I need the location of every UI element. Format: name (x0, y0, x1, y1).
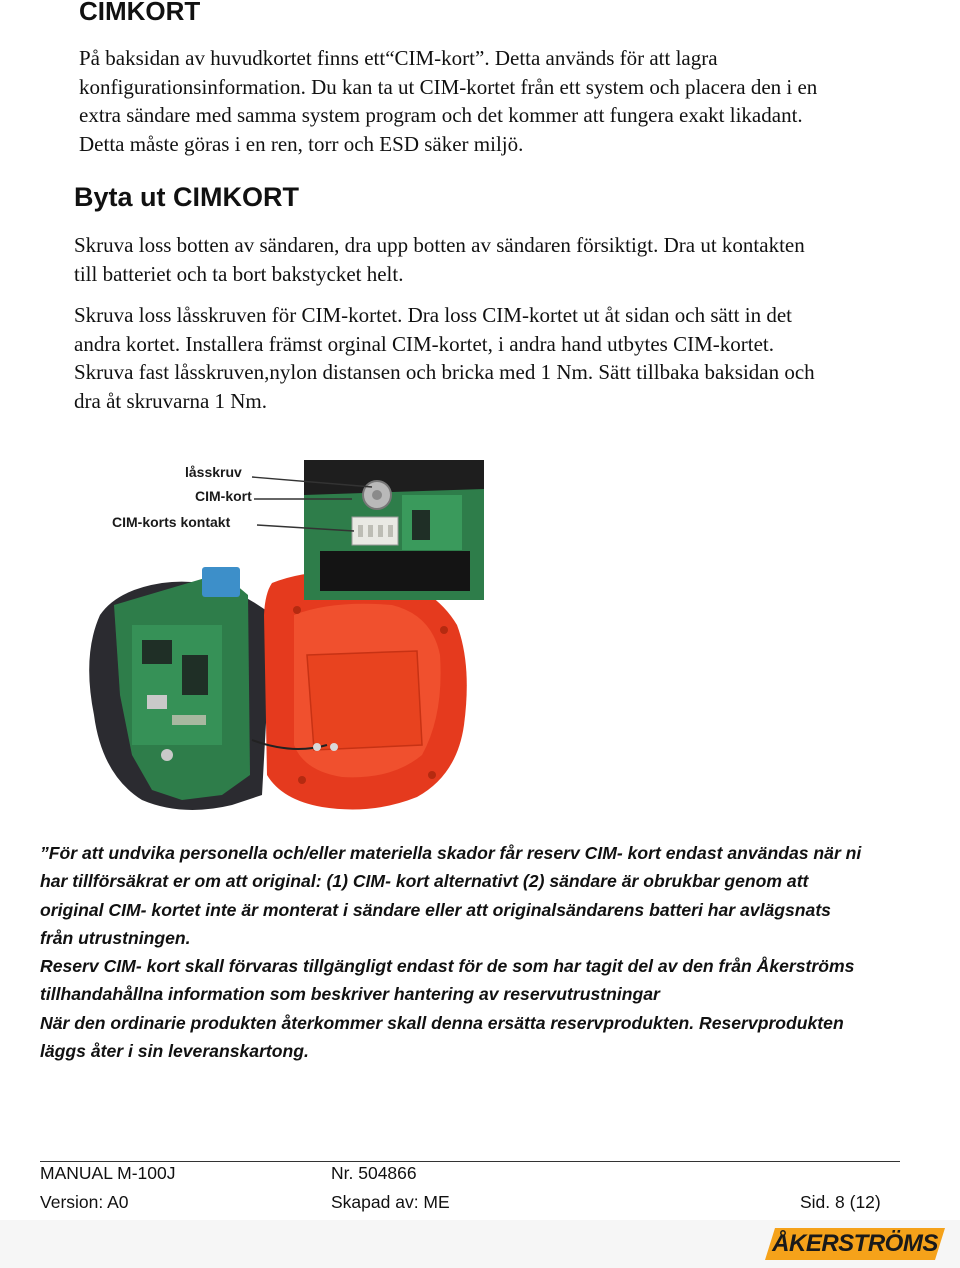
step-1-line: till batteriet och ta bort bakstycket helt. (74, 261, 404, 286)
notice-line: har tillförsäkrat er om att original: (1) CIM- kort alternativt (2) sändare är obrukbar genom att (40, 871, 809, 892)
intro-paragraph (79, 44, 939, 158)
section-title: CIMKORT (79, 0, 201, 26)
notice-line: Reserv CIM- kort skall förvaras tillgängligt endast för de som har tagit del av den från Åkerströms (40, 956, 855, 977)
intro-line: På baksidan av huvudkortet finns ett“CIM-kort”. Detta används för att lagra (79, 46, 718, 70)
notice-line: ”För att undvika personella och/eller materiella skador får reserv CIM- kort endast användas när ni (40, 843, 862, 863)
brand-logo-text: ÅKERSTRÖMS (772, 1230, 938, 1257)
label-cim-card: CIM-kort (195, 488, 252, 504)
notice-line: När den ordinarie produkten återkommer skall denna ersätta reservprodukten. Reservprodukten (40, 1012, 844, 1033)
intro-line: konfigurationsinformation. Du kan ta ut CIM-kortet från ett system och placera den i en (79, 74, 818, 99)
step-2-line: andra kortet. Installera främst orginal CIM-kortet, i andra hand utbytes CIM-kortet. (74, 331, 774, 356)
step-2-paragraph (74, 301, 934, 415)
step-2-line: Skruva loss låsskruven för CIM-kortet. Dra loss CIM-kortet ut åt sidan och sätt in det (74, 303, 792, 327)
footer-version: Version: A0 (40, 1192, 129, 1212)
footer-created-by: Skapad av: ME (331, 1192, 450, 1212)
notice-line: från utrustningen. (40, 927, 191, 948)
footer-page-number: Sid. 8 (12) (800, 1192, 881, 1212)
step-2-line: dra åt skruvarna 1 Nm. (74, 388, 268, 413)
footer-manual: MANUAL M-100J (40, 1163, 176, 1183)
notice-line: original CIM- kortet inte är monterat i sändare eller att originalsändarens batteri har avlägsnats (40, 899, 831, 920)
label-cim-connector: CIM-korts kontakt (112, 514, 231, 530)
label-lock-screw: låsskruv (185, 464, 242, 480)
intro-line: Detta måste göras i en ren, torr och ESD säker miljö. (79, 131, 524, 156)
footer-divider (40, 1161, 900, 1162)
step-2-line: Skruva fast låsskruven,nylon distansen och bricka med 1 Nm. Sätt tillbaka baksidan och (74, 360, 815, 384)
warning-notice (40, 839, 935, 1065)
notice-line: läggs åter i sin leveranskartong. (40, 1041, 309, 1062)
transmitter-photo (72, 455, 492, 820)
intro-line: extra sändare med samma system program och det kommer att fungera exakt likadant. (79, 103, 803, 127)
step-1-paragraph (74, 231, 934, 288)
subsection-title: Byta ut CIMKORT (74, 182, 299, 212)
footer-number: Nr. 504866 (331, 1163, 417, 1183)
brand-logo (765, 1228, 945, 1260)
notice-line: tillhandahållna information som beskriver hantering av reservutrustningar (40, 984, 660, 1005)
step-1-line: Skruva loss botten av sändaren, dra upp botten av sändaren försiktigt. Dra ut kontakten (74, 233, 805, 257)
